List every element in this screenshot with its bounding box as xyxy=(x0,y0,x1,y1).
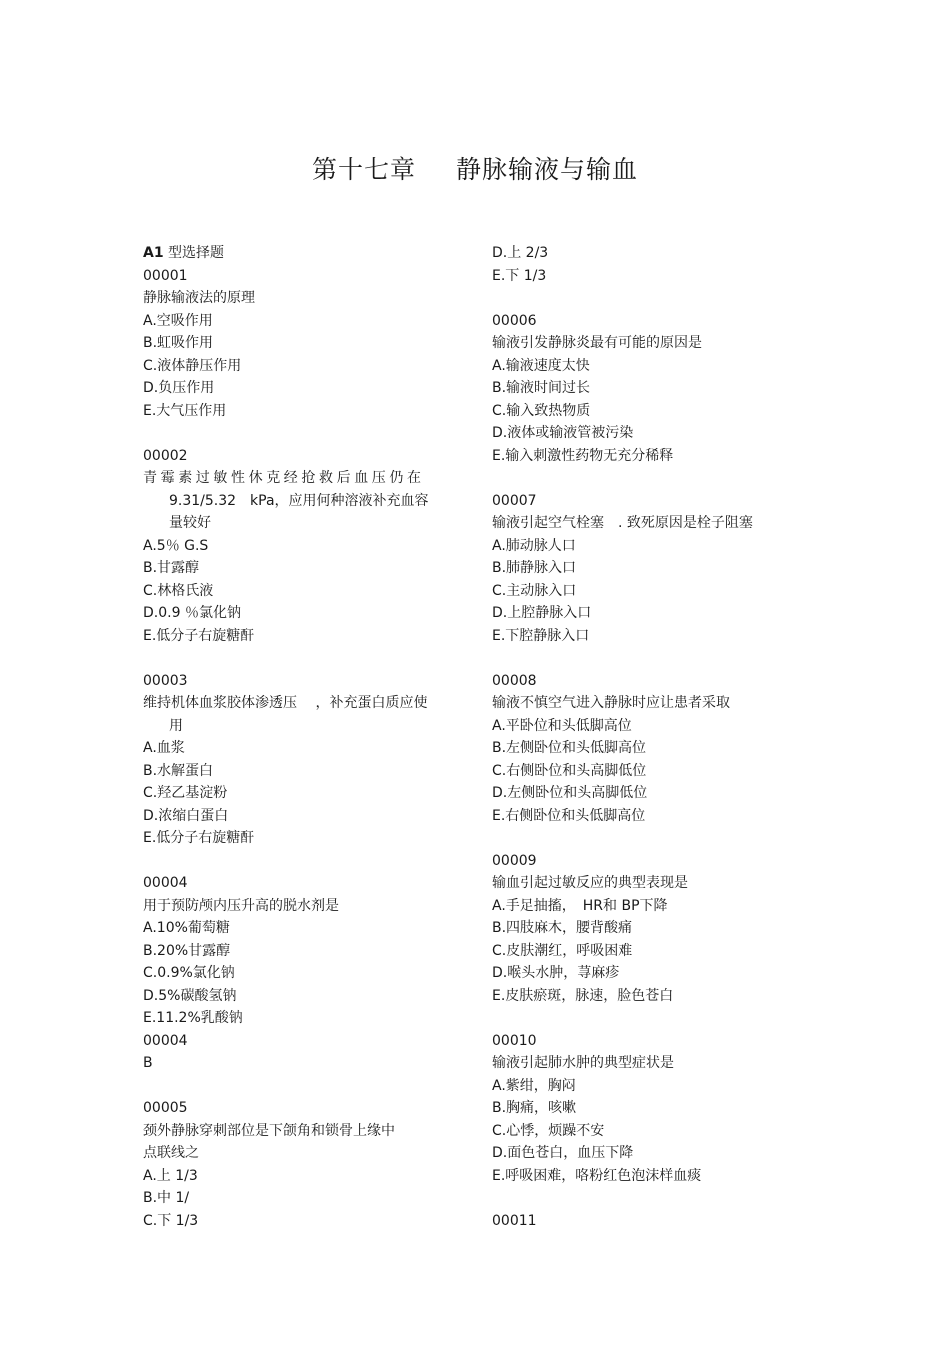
option: A.空吸作用 xyxy=(143,312,213,329)
option: B.输液时间过长 xyxy=(492,380,591,396)
question-id: 00009 xyxy=(492,852,537,869)
option: D.液体或输液管被污染 xyxy=(492,425,634,441)
option: E.下 1/3 xyxy=(492,267,547,284)
option: C.下 1/3 xyxy=(143,1212,199,1229)
question-id: 00005 xyxy=(143,1100,188,1116)
question-text-cont: 点联线之 xyxy=(143,1145,199,1161)
option: C.林格氏液 xyxy=(143,582,214,599)
right-column xyxy=(492,242,822,1232)
question-id: 00007 xyxy=(492,492,537,509)
question-id: 00001 xyxy=(143,267,188,284)
option: B.左侧卧位和头低脚高位 xyxy=(492,740,647,756)
option: B.四肢麻木，腰背酸痛 xyxy=(492,920,633,936)
answer-id: 00004 xyxy=(143,1032,188,1049)
question-text: 输液引起空气栓塞 . 致死原因是栓子阻塞 xyxy=(492,515,753,531)
option: D.浓缩白蛋白 xyxy=(143,807,229,824)
option: D.左侧卧位和头高脚低位 xyxy=(492,785,648,801)
option: B.胸痛，咳嗽 xyxy=(492,1100,577,1116)
option: E.11.2%乳酸钠 xyxy=(143,1010,243,1026)
option: A.手足抽搐， HR和 BP下降 xyxy=(492,897,668,914)
option: E.呼吸困难，咯粉红色泡沫样血痰 xyxy=(492,1167,702,1184)
question-text: 用于预防颅内压升高的脱水剂是 xyxy=(143,897,339,914)
question-text-cont: 量较好 xyxy=(169,515,211,531)
option: A.肺动脉人口 xyxy=(492,537,576,554)
option: B.甘露醇 xyxy=(143,560,200,576)
question-id: 00006 xyxy=(492,312,537,329)
question-00008 xyxy=(492,670,822,828)
question-00010 xyxy=(492,1030,822,1188)
question-00005-continued xyxy=(492,242,822,287)
question-text: 维持机体血浆胶体渗透压 ，补充蛋白质应使 xyxy=(143,695,428,711)
question-text: 颈外静脉穿刺部位是下颌角和锁骨上缘中 xyxy=(143,1122,395,1139)
option: A.平卧位和头低脚高位 xyxy=(492,717,632,734)
option: E.皮肤瘀斑，脉速，脸色苍白 xyxy=(492,987,674,1004)
option: C.主动脉入口 xyxy=(492,582,577,599)
question-text: 青霉素过敏性休克经抢救后血压仍在 xyxy=(143,470,425,486)
option: B.中 1/ xyxy=(143,1190,190,1206)
question-id: 00010 xyxy=(492,1032,537,1049)
option: B.水解蛋白 xyxy=(143,762,214,779)
question-00006 xyxy=(492,310,822,468)
chapter-number: 第十七章 xyxy=(311,155,416,184)
option: B.虹吸作用 xyxy=(143,335,214,351)
option: B.肺静脉入口 xyxy=(492,560,577,576)
option: D.上腔静脉入口 xyxy=(492,605,592,621)
option: A.上 1/3 xyxy=(143,1167,198,1184)
option: C.液体静压作用 xyxy=(143,357,242,374)
option: B.20%甘露醇 xyxy=(143,942,231,959)
option: E.大气压作用 xyxy=(143,402,227,419)
option: D.0.9 ％氯化钠 xyxy=(143,605,241,621)
option: C.输入致热物质 xyxy=(492,402,591,419)
option: E.低分子右旋糖酐 xyxy=(143,627,255,644)
question-text: 输液引发静脉炎最有可能的原因是 xyxy=(492,335,702,351)
question-id: 00004 xyxy=(143,875,188,891)
option: D.5%碳酸氢钠 xyxy=(143,987,237,1004)
option: C.羟乙基淀粉 xyxy=(143,785,228,801)
option: C.0.9%氯化钠 xyxy=(143,965,235,981)
question-00003 xyxy=(143,670,473,850)
option: E.输入刺激性药物无充分稀释 xyxy=(492,447,674,464)
question-id: 00008 xyxy=(492,672,537,689)
option: D.喉头水肿，荨麻疹 xyxy=(492,965,620,981)
page-title xyxy=(0,150,950,186)
option: A.紫绀，胸闷 xyxy=(492,1077,576,1094)
option: D.面色苍白，血压下降 xyxy=(492,1145,634,1161)
question-00001 xyxy=(143,265,473,423)
option: A.5％ G.S xyxy=(143,537,209,554)
option: A.输液速度太快 xyxy=(492,357,590,374)
question-id: 00002 xyxy=(143,447,188,464)
question-text: 输血引起过敏反应的典型表现是 xyxy=(492,875,688,891)
question-text: 静脉输液法的原理 xyxy=(143,290,255,306)
question-text-cont: 9.31/5.32 kPa，应用何种溶液补充血容 xyxy=(169,492,429,509)
option: A.10%葡萄糖 xyxy=(143,920,230,936)
option: E.低分子右旋糖酐 xyxy=(143,830,255,846)
question-00007 xyxy=(492,490,822,648)
option: A.血浆 xyxy=(143,740,185,756)
option: C.皮肤潮红，呼吸困难 xyxy=(492,942,633,959)
left-column xyxy=(143,242,473,1232)
option: C.心悸，烦躁不安 xyxy=(492,1122,605,1139)
chapter-name: 静脉输液与输血 xyxy=(456,155,639,184)
option: E.右侧卧位和头低脚高位 xyxy=(492,807,646,824)
question-00011 xyxy=(492,1210,822,1233)
option: E.下腔静脉入口 xyxy=(492,627,590,644)
option: D.上 2/3 xyxy=(492,245,549,261)
section-heading: A1 型选择题 xyxy=(143,245,225,261)
question-00009 xyxy=(492,850,822,1008)
question-text: 输液不慎空气进入静脉时应让患者采取 xyxy=(492,695,730,711)
question-text: 输液引起肺水肿的典型症状是 xyxy=(492,1055,674,1071)
answer: B xyxy=(143,1055,153,1071)
question-00004 xyxy=(143,872,473,1075)
question-text-cont: 用 xyxy=(169,717,183,734)
option: C.右侧卧位和头高脚低位 xyxy=(492,762,647,779)
option: D.负压作用 xyxy=(143,380,215,396)
question-00005 xyxy=(143,1097,473,1232)
question-id: 00011 xyxy=(492,1212,537,1229)
question-00002 xyxy=(143,445,473,648)
question-id: 00003 xyxy=(143,672,188,689)
